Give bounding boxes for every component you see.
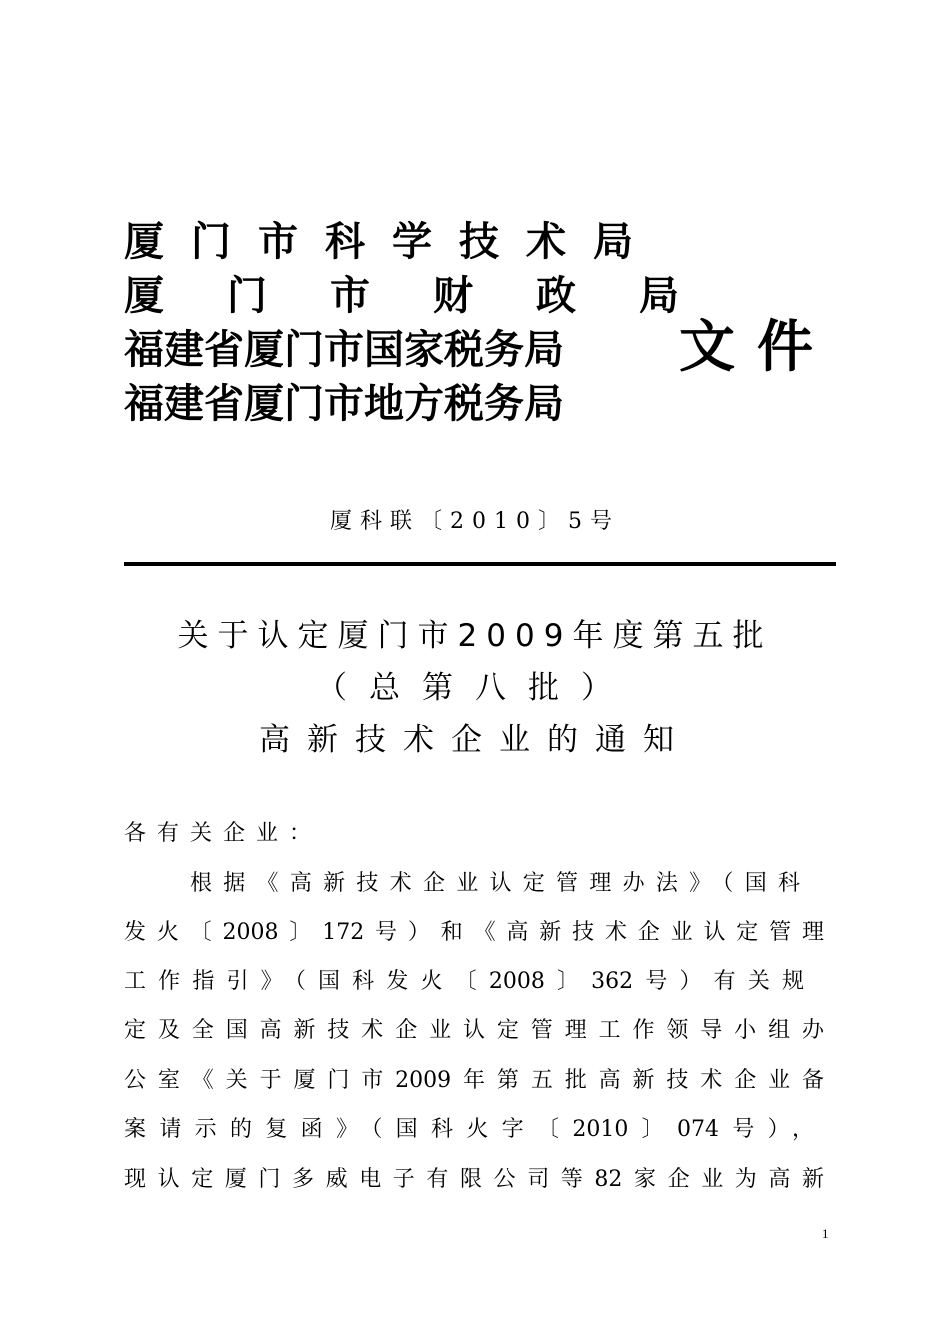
body-line: 案请示的复函》（国科火字〔2010〕074号）， bbox=[124, 1117, 814, 1142]
issuer-local-tax-bureau: 福建省厦门市地方税务局 bbox=[124, 381, 564, 427]
issuer-science-bureau: 厦门市科学技术局 bbox=[124, 219, 660, 265]
salutation: 各有关企业： bbox=[124, 821, 323, 846]
notice-title-line-1: 关于认定厦门市2009年度第五批 bbox=[177, 618, 773, 654]
issuer-national-tax-bureau: 福建省厦门市国家税务局 bbox=[124, 327, 564, 373]
page-number: 1 bbox=[822, 1226, 829, 1241]
notice-title-line-3: 高新技术企业的通知 bbox=[259, 722, 691, 758]
body-line: 定及全国高新技术企业认定管理工作领导小组办 bbox=[124, 1018, 824, 1043]
body-line: 工作指引》（国科发火〔2008〕362号）有关规 bbox=[124, 969, 804, 994]
document-number: 厦科联〔2010〕5号 bbox=[330, 509, 620, 534]
document-suffix: 文件 bbox=[679, 315, 835, 380]
header-divider bbox=[124, 562, 836, 566]
issuer-finance-char: 门 bbox=[227, 273, 267, 319]
body-line: 现认定厦门多威电子有限公司等82家企业为高新 bbox=[124, 1167, 824, 1192]
issuer-finance-char: 财 bbox=[433, 273, 473, 319]
notice-title-line-2: （总第八批） bbox=[316, 670, 634, 706]
body-line: 根据《高新技术企业认定管理办法》（国科 bbox=[190, 871, 800, 896]
body-line: 公室《关于厦门市2009年第五批高新技术企业备 bbox=[124, 1068, 824, 1093]
body-line: 发火〔2008〕172号）和《高新技术企业认定管理 bbox=[124, 920, 824, 945]
issuer-finance-char: 厦 bbox=[124, 273, 164, 319]
issuer-finance-char: 政 bbox=[536, 273, 576, 319]
issuer-finance-char: 市 bbox=[330, 273, 370, 319]
issuer-finance-char: 局 bbox=[639, 273, 679, 319]
issuer-finance-bureau bbox=[124, 270, 679, 322]
